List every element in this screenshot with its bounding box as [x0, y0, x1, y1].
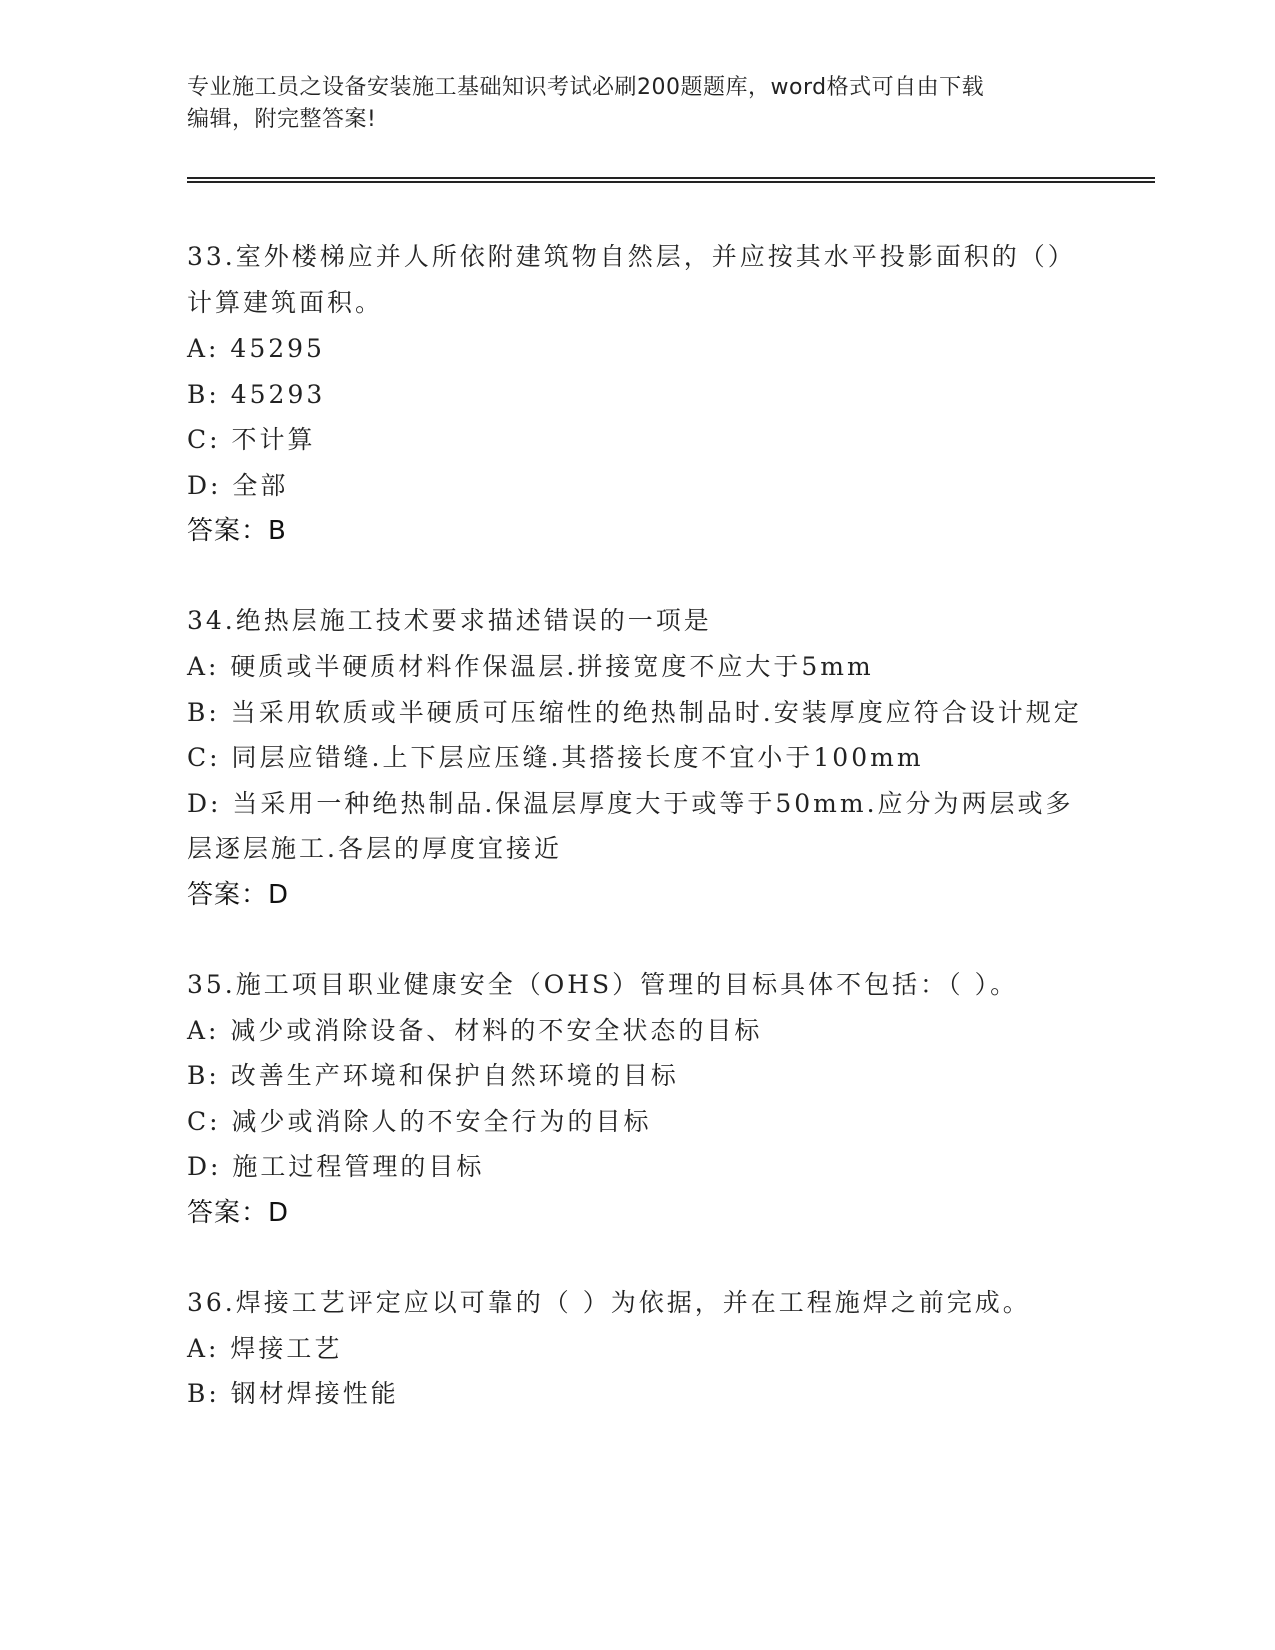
answer: 答案：D — [187, 1197, 290, 1228]
option-c: C: 减少或消除人的不安全行为的目标 — [187, 1106, 652, 1136]
question-stem: 35.施工项目职业健康安全（OHS）管理的目标具体不包括：（ ）。 — [187, 969, 1019, 999]
question-33 — [187, 234, 1087, 554]
option-b: B: 钢材焊接性能 — [187, 1379, 399, 1408]
question-35 — [187, 962, 1087, 1236]
header-title-line-2: 编辑，附完整答案! — [187, 107, 377, 132]
option-d: D: 施工过程管理的目标 — [187, 1152, 485, 1181]
question-list — [187, 234, 1087, 1417]
answer: 答案：B — [187, 516, 287, 546]
question-stem: 36.焊接工艺评定应以可靠的（ ）为依据，并在工程施焊之前完成。 — [187, 1287, 1031, 1317]
option-b: B: 45293 — [187, 379, 326, 409]
option-c: C: 不计算 — [187, 425, 316, 454]
question-stem: 33.室外楼梯应并人所依附建筑物自然层，并应按其水平投影面积的（）计算建筑面积。 — [187, 242, 1076, 317]
option-d: D: 当采用一种绝热制品.保温层厚度大于或等于50mm.应分为两层或多层逐层施工.各层的厚度宜接近 — [187, 788, 1074, 863]
option-a: A: 硬质或半硬质材料作保温层.拼接宽度不应大于5mm — [187, 652, 874, 681]
option-d: D: 全部 — [187, 470, 289, 500]
header-title-line-1: 专业施工员之设备安装施工基础知识考试必刷200题题库，word格式可自由下载 — [187, 75, 985, 100]
option-b: B: 当采用软质或半硬质可压缩性的绝热制品时.安装厚度应符合设计规定 — [187, 697, 1082, 727]
question-stem: 34.绝热层施工技术要求描述错误的一项是 — [187, 606, 712, 635]
header-divider — [187, 177, 1155, 183]
document-header — [187, 72, 1067, 136]
option-a: A: 45295 — [187, 334, 325, 363]
question-34 — [187, 598, 1087, 918]
option-c: C: 同层应错缝.上下层应压缝.其搭接长度不宜小于100mm — [187, 743, 924, 772]
answer: 答案：D — [187, 879, 290, 910]
option-b: B: 改善生产环境和保护自然环境的目标 — [187, 1061, 679, 1090]
question-36 — [187, 1280, 1087, 1417]
option-a: A: 减少或消除设备、材料的不安全状态的目标 — [187, 1015, 763, 1045]
option-a: A: 焊接工艺 — [187, 1333, 343, 1363]
